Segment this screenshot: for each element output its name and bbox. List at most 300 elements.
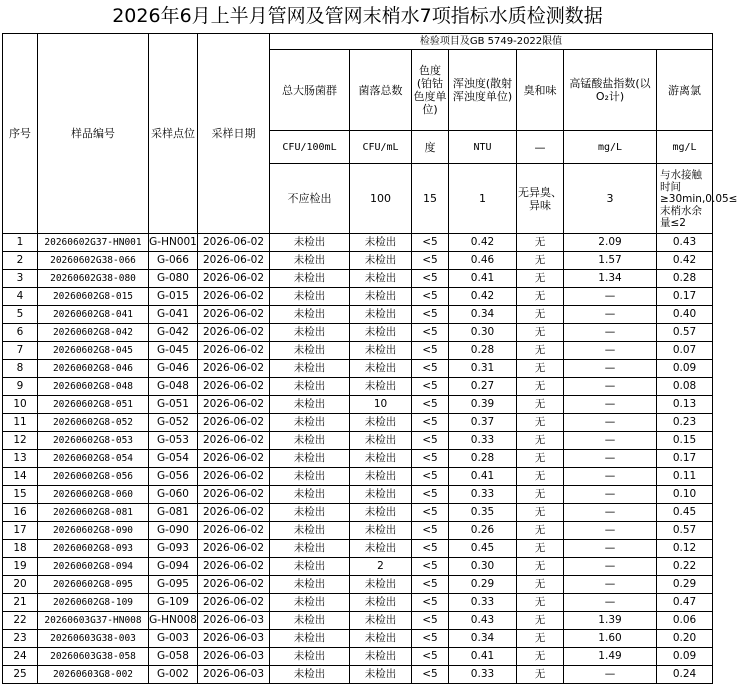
cell-color: <5: [412, 378, 449, 396]
cell-site: G-109: [149, 594, 198, 612]
cell-sample-no: 20260602G8-045: [38, 342, 149, 360]
cell-odor: 无: [517, 522, 564, 540]
param-limit-turbidity: 1: [449, 164, 517, 234]
cell-site: G-053: [149, 432, 198, 450]
cell-turbidity: 0.34: [449, 630, 517, 648]
cell-date: 2026-06-02: [198, 558, 270, 576]
table-row: [3, 666, 713, 684]
cell-site: G-046: [149, 360, 198, 378]
cell-site: G-056: [149, 468, 198, 486]
cell-color: <5: [412, 324, 449, 342]
cell-color: <5: [412, 306, 449, 324]
cell-chlorine: 0.07: [657, 342, 713, 360]
cell-bacteria: 未检出: [350, 540, 412, 558]
param-unit-odor: —: [517, 131, 564, 164]
cell-odor: 无: [517, 504, 564, 522]
cell-seq: 12: [3, 432, 38, 450]
cell-cod: —: [564, 360, 657, 378]
cell-sample-no: 20260602G37-HN001: [38, 234, 149, 252]
cell-color: <5: [412, 486, 449, 504]
cell-cod: —: [564, 414, 657, 432]
table-row: [3, 522, 713, 540]
cell-odor: 无: [517, 612, 564, 630]
cell-site: G-HN008: [149, 612, 198, 630]
cell-turbidity: 0.37: [449, 414, 517, 432]
cell-coli: 未检出: [270, 324, 350, 342]
cell-date: 2026-06-02: [198, 450, 270, 468]
cell-cod: —: [564, 450, 657, 468]
cell-cod: —: [564, 306, 657, 324]
cell-date: 2026-06-03: [198, 648, 270, 666]
header-sample-no: 样品编号: [38, 34, 149, 234]
header-site: 采样点位: [149, 34, 198, 234]
table-row: [3, 288, 713, 306]
cell-cod: —: [564, 540, 657, 558]
table-row: [3, 486, 713, 504]
table-row: [3, 414, 713, 432]
cell-date: 2026-06-02: [198, 576, 270, 594]
cell-seq: 2: [3, 252, 38, 270]
param-limit-cod: 3: [564, 164, 657, 234]
cell-color: <5: [412, 576, 449, 594]
cell-color: <5: [412, 234, 449, 252]
cell-sample-no: 20260602G8-054: [38, 450, 149, 468]
cell-odor: 无: [517, 414, 564, 432]
cell-color: <5: [412, 540, 449, 558]
param-limit-coli: 不应检出: [270, 164, 350, 234]
cell-odor: 无: [517, 396, 564, 414]
cell-site: G-048: [149, 378, 198, 396]
cell-coli: 未检出: [270, 576, 350, 594]
cell-odor: 无: [517, 630, 564, 648]
cell-chlorine: 0.43: [657, 234, 713, 252]
param-limit-odor: 无异臭、异味: [517, 164, 564, 234]
cell-sample-no: 20260603G38-058: [38, 648, 149, 666]
cell-bacteria: 未检出: [350, 252, 412, 270]
cell-turbidity: 0.29: [449, 576, 517, 594]
cell-odor: 无: [517, 468, 564, 486]
cell-cod: —: [564, 378, 657, 396]
cell-turbidity: 0.26: [449, 522, 517, 540]
cell-chlorine: 0.08: [657, 378, 713, 396]
cell-cod: —: [564, 504, 657, 522]
cell-seq: 5: [3, 306, 38, 324]
cell-color: <5: [412, 252, 449, 270]
cell-sample-no: 20260602G8-056: [38, 468, 149, 486]
cell-turbidity: 0.31: [449, 360, 517, 378]
cell-cod: —: [564, 432, 657, 450]
cell-odor: 无: [517, 540, 564, 558]
cell-date: 2026-06-02: [198, 504, 270, 522]
table-row: [3, 396, 713, 414]
table-row: [3, 234, 713, 252]
cell-odor: 无: [517, 324, 564, 342]
cell-odor: 无: [517, 342, 564, 360]
cell-cod: —: [564, 576, 657, 594]
cell-coli: 未检出: [270, 486, 350, 504]
cell-sample-no: 20260602G8-109: [38, 594, 149, 612]
table-row: [3, 540, 713, 558]
cell-coli: 未检出: [270, 360, 350, 378]
cell-chlorine: 0.22: [657, 558, 713, 576]
table-row: [3, 576, 713, 594]
cell-coli: 未检出: [270, 666, 350, 684]
cell-odor: 无: [517, 432, 564, 450]
cell-sample-no: 20260602G38-066: [38, 252, 149, 270]
cell-cod: —: [564, 288, 657, 306]
cell-bacteria: 未检出: [350, 414, 412, 432]
cell-bacteria: 未检出: [350, 378, 412, 396]
cell-date: 2026-06-02: [198, 522, 270, 540]
cell-cod: —: [564, 486, 657, 504]
cell-cod: —: [564, 594, 657, 612]
cell-sample-no: 20260602G8-095: [38, 576, 149, 594]
cell-odor: 无: [517, 450, 564, 468]
cell-color: <5: [412, 396, 449, 414]
water-quality-table: [2, 33, 737, 684]
cell-seq: 8: [3, 360, 38, 378]
cell-sample-no: 20260602G8-048: [38, 378, 149, 396]
cell-coli: 未检出: [270, 306, 350, 324]
cell-chlorine: 0.17: [657, 450, 713, 468]
cell-turbidity: 0.30: [449, 558, 517, 576]
cell-chlorine: 0.11: [657, 468, 713, 486]
cell-site: G-081: [149, 504, 198, 522]
cell-color: <5: [412, 558, 449, 576]
cell-turbidity: 0.30: [449, 324, 517, 342]
cell-odor: 无: [517, 288, 564, 306]
cell-chlorine: 0.20: [657, 630, 713, 648]
cell-coli: 未检出: [270, 432, 350, 450]
cell-color: <5: [412, 612, 449, 630]
cell-odor: 无: [517, 666, 564, 684]
cell-cod: 1.60: [564, 630, 657, 648]
cell-odor: 无: [517, 306, 564, 324]
cell-color: <5: [412, 450, 449, 468]
cell-sample-no: 20260603G8-002: [38, 666, 149, 684]
cell-color: <5: [412, 468, 449, 486]
cell-bacteria: 未检出: [350, 468, 412, 486]
cell-turbidity: 0.42: [449, 288, 517, 306]
cell-chlorine: 0.57: [657, 522, 713, 540]
cell-date: 2026-06-02: [198, 306, 270, 324]
cell-cod: 1.57: [564, 252, 657, 270]
cell-coli: 未检出: [270, 468, 350, 486]
cell-chlorine: 0.57: [657, 324, 713, 342]
cell-seq: 1: [3, 234, 38, 252]
cell-site: G-042: [149, 324, 198, 342]
cell-color: <5: [412, 594, 449, 612]
cell-odor: 无: [517, 594, 564, 612]
cell-chlorine: 0.13: [657, 396, 713, 414]
cell-color: <5: [412, 648, 449, 666]
param-name-bacteria: 菌落总数: [350, 50, 412, 131]
cell-site: G-060: [149, 486, 198, 504]
cell-site: G-003: [149, 630, 198, 648]
param-limit-bacteria: 100: [350, 164, 412, 234]
param-limit-color: 15: [412, 164, 449, 234]
cell-site: G-090: [149, 522, 198, 540]
header-seq: 序号: [3, 34, 38, 234]
cell-bacteria: 未检出: [350, 666, 412, 684]
cell-sample-no: 20260602G8-094: [38, 558, 149, 576]
table-row: [3, 594, 713, 612]
cell-bacteria: 未检出: [350, 270, 412, 288]
cell-odor: 无: [517, 270, 564, 288]
cell-bacteria: 未检出: [350, 576, 412, 594]
cell-color: <5: [412, 414, 449, 432]
cell-bacteria: 未检出: [350, 504, 412, 522]
table-row: [3, 468, 713, 486]
cell-sample-no: 20260603G37-HN008: [38, 612, 149, 630]
cell-turbidity: 0.33: [449, 594, 517, 612]
cell-chlorine: 0.09: [657, 360, 713, 378]
param-unit-turbidity: NTU: [449, 131, 517, 164]
cell-odor: 无: [517, 558, 564, 576]
table-body: [3, 234, 713, 684]
cell-cod: —: [564, 396, 657, 414]
param-unit-bacteria: CFU/mL: [350, 131, 412, 164]
cell-turbidity: 0.41: [449, 270, 517, 288]
cell-color: <5: [412, 432, 449, 450]
cell-bacteria: 未检出: [350, 648, 412, 666]
cell-turbidity: 0.27: [449, 378, 517, 396]
cell-site: G-066: [149, 252, 198, 270]
cell-odor: 无: [517, 648, 564, 666]
table-row: [3, 360, 713, 378]
table-row: [3, 648, 713, 666]
cell-turbidity: 0.42: [449, 234, 517, 252]
cell-turbidity: 0.39: [449, 396, 517, 414]
cell-bacteria: 10: [350, 396, 412, 414]
cell-seq: 9: [3, 378, 38, 396]
cell-date: 2026-06-02: [198, 288, 270, 306]
table-row: [3, 504, 713, 522]
cell-site: G-002: [149, 666, 198, 684]
cell-sample-no: 20260602G8-042: [38, 324, 149, 342]
table-row: [3, 612, 713, 630]
param-name-turbidity: 浑浊度(散射浑浊度单位): [449, 50, 517, 131]
cell-coli: 未检出: [270, 558, 350, 576]
header-date: 采样日期: [198, 34, 270, 234]
cell-chlorine: 0.23: [657, 414, 713, 432]
cell-seq: 17: [3, 522, 38, 540]
cell-sample-no: 20260602G8-041: [38, 306, 149, 324]
cell-sample-no: 20260602G8-060: [38, 486, 149, 504]
table-row: [3, 630, 713, 648]
cell-site: G-HN001: [149, 234, 198, 252]
cell-bacteria: 未检出: [350, 450, 412, 468]
cell-seq: 20: [3, 576, 38, 594]
table-row: [3, 558, 713, 576]
cell-seq: 16: [3, 504, 38, 522]
cell-sample-no: 20260602G8-052: [38, 414, 149, 432]
cell-chlorine: 0.40: [657, 306, 713, 324]
cell-bacteria: 未检出: [350, 234, 412, 252]
cell-seq: 3: [3, 270, 38, 288]
cell-chlorine: 0.29: [657, 576, 713, 594]
cell-turbidity: 0.35: [449, 504, 517, 522]
cell-bacteria: 未检出: [350, 324, 412, 342]
cell-coli: 未检出: [270, 630, 350, 648]
cell-coli: 未检出: [270, 594, 350, 612]
cell-seq: 23: [3, 630, 38, 648]
cell-coli: 未检出: [270, 504, 350, 522]
cell-cod: 2.09: [564, 234, 657, 252]
cell-turbidity: 0.34: [449, 306, 517, 324]
cell-seq: 4: [3, 288, 38, 306]
cell-bacteria: 2: [350, 558, 412, 576]
cell-coli: 未检出: [270, 450, 350, 468]
cell-bacteria: 未检出: [350, 288, 412, 306]
cell-seq: 14: [3, 468, 38, 486]
cell-coli: 未检出: [270, 612, 350, 630]
cell-color: <5: [412, 666, 449, 684]
cell-color: <5: [412, 342, 449, 360]
cell-date: 2026-06-03: [198, 612, 270, 630]
cell-chlorine: 0.47: [657, 594, 713, 612]
cell-turbidity: 0.33: [449, 432, 517, 450]
table-row: [3, 432, 713, 450]
cell-bacteria: 未检出: [350, 360, 412, 378]
cell-bacteria: 未检出: [350, 630, 412, 648]
cell-seq: 13: [3, 450, 38, 468]
cell-odor: 无: [517, 252, 564, 270]
table-row: [3, 378, 713, 396]
cell-sample-no: 20260602G38-080: [38, 270, 149, 288]
cell-date: 2026-06-03: [198, 666, 270, 684]
cell-sample-no: 20260603G38-003: [38, 630, 149, 648]
cell-site: G-052: [149, 414, 198, 432]
cell-turbidity: 0.45: [449, 540, 517, 558]
cell-odor: 无: [517, 576, 564, 594]
cell-turbidity: 0.41: [449, 648, 517, 666]
param-name-cod: 高锰酸盐指数(以O₂计): [564, 50, 657, 131]
cell-seq: 6: [3, 324, 38, 342]
cell-seq: 15: [3, 486, 38, 504]
cell-seq: 24: [3, 648, 38, 666]
cell-site: G-094: [149, 558, 198, 576]
cell-cod: —: [564, 324, 657, 342]
cell-date: 2026-06-02: [198, 270, 270, 288]
page-title: 2026年6月上半月管网及管网末梢水7项指标水质检测数据: [112, 5, 603, 27]
cell-chlorine: 0.24: [657, 666, 713, 684]
cell-site: G-045: [149, 342, 198, 360]
param-unit-chlorine: mg/L: [657, 131, 713, 164]
cell-coli: 未检出: [270, 396, 350, 414]
cell-bacteria: 未检出: [350, 612, 412, 630]
cell-coli: 未检出: [270, 414, 350, 432]
cell-date: 2026-06-02: [198, 342, 270, 360]
cell-color: <5: [412, 288, 449, 306]
cell-site: G-041: [149, 306, 198, 324]
cell-cod: 1.49: [564, 648, 657, 666]
cell-chlorine: 0.12: [657, 540, 713, 558]
cell-sample-no: 20260602G8-090: [38, 522, 149, 540]
cell-site: G-015: [149, 288, 198, 306]
cell-date: 2026-06-02: [198, 594, 270, 612]
cell-coli: 未检出: [270, 270, 350, 288]
cell-cod: —: [564, 522, 657, 540]
table-row: [3, 252, 713, 270]
cell-turbidity: 0.43: [449, 612, 517, 630]
cell-date: 2026-06-02: [198, 252, 270, 270]
cell-coli: 未检出: [270, 252, 350, 270]
cell-coli: 未检出: [270, 342, 350, 360]
cell-site: G-051: [149, 396, 198, 414]
cell-chlorine: 0.42: [657, 252, 713, 270]
param-name-odor: 臭和味: [517, 50, 564, 131]
cell-cod: —: [564, 342, 657, 360]
cell-odor: 无: [517, 234, 564, 252]
cell-site: G-058: [149, 648, 198, 666]
cell-seq: 22: [3, 612, 38, 630]
cell-color: <5: [412, 504, 449, 522]
cell-date: 2026-06-02: [198, 468, 270, 486]
cell-turbidity: 0.33: [449, 666, 517, 684]
param-unit-color: 度: [412, 131, 449, 164]
cell-coli: 未检出: [270, 648, 350, 666]
cell-bacteria: 未检出: [350, 594, 412, 612]
cell-cod: 1.39: [564, 612, 657, 630]
cell-date: 2026-06-02: [198, 324, 270, 342]
cell-turbidity: 0.28: [449, 342, 517, 360]
cell-coli: 未检出: [270, 378, 350, 396]
cell-date: 2026-06-02: [198, 432, 270, 450]
cell-bacteria: 未检出: [350, 342, 412, 360]
cell-site: G-093: [149, 540, 198, 558]
cell-sample-no: 20260602G8-046: [38, 360, 149, 378]
cell-seq: 10: [3, 396, 38, 414]
cell-date: 2026-06-02: [198, 378, 270, 396]
param-name-color: 色度(铂钴色度单位): [412, 50, 449, 131]
cell-chlorine: 0.09: [657, 648, 713, 666]
cell-date: 2026-06-02: [198, 486, 270, 504]
table-row: [3, 342, 713, 360]
table-row: [3, 450, 713, 468]
cell-odor: 无: [517, 378, 564, 396]
cell-date: 2026-06-02: [198, 414, 270, 432]
cell-chlorine: 0.10: [657, 486, 713, 504]
cell-chlorine: 0.45: [657, 504, 713, 522]
cell-color: <5: [412, 270, 449, 288]
cell-sample-no: 20260602G8-053: [38, 432, 149, 450]
cell-seq: 11: [3, 414, 38, 432]
cell-cod: —: [564, 468, 657, 486]
cell-chlorine: 0.15: [657, 432, 713, 450]
cell-site: G-095: [149, 576, 198, 594]
cell-sample-no: 20260602G8-051: [38, 396, 149, 414]
param-unit-cod: mg/L: [564, 131, 657, 164]
cell-date: 2026-06-03: [198, 630, 270, 648]
cell-odor: 无: [517, 360, 564, 378]
cell-coli: 未检出: [270, 522, 350, 540]
param-name-coli: 总大肠菌群: [270, 50, 350, 131]
cell-coli: 未检出: [270, 234, 350, 252]
cell-chlorine: 0.17: [657, 288, 713, 306]
cell-site: G-054: [149, 450, 198, 468]
cell-sample-no: 20260602G8-093: [38, 540, 149, 558]
cell-color: <5: [412, 630, 449, 648]
table-row: [3, 270, 713, 288]
cell-turbidity: 0.46: [449, 252, 517, 270]
cell-seq: 19: [3, 558, 38, 576]
cell-date: 2026-06-02: [198, 540, 270, 558]
cell-chlorine: 0.06: [657, 612, 713, 630]
cell-color: <5: [412, 360, 449, 378]
table-row: [3, 306, 713, 324]
cell-bacteria: 未检出: [350, 486, 412, 504]
